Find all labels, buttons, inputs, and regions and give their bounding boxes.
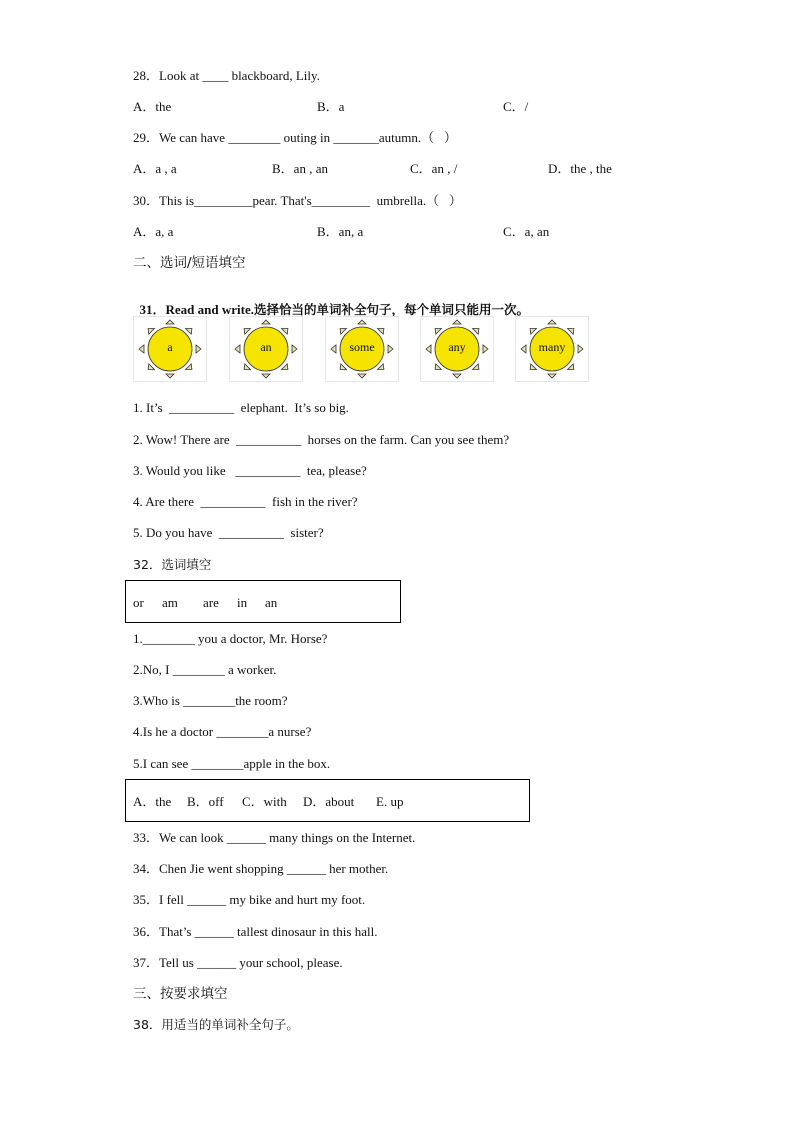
option-c-with: C．with bbox=[242, 794, 287, 809]
option-a-the: A．the bbox=[133, 794, 172, 809]
question-34: 34．Chen Jie went shopping ______ her mother. bbox=[133, 861, 389, 876]
question-32-title: 32．选词填空 bbox=[133, 557, 212, 572]
question-32-word-box bbox=[125, 580, 401, 623]
question-31-sentence-2: 2. Wow! There are __________ horses on the farm. Can you see them? bbox=[133, 432, 510, 447]
word-box-am: am bbox=[162, 595, 178, 610]
question-29-option-d[interactable]: D．the , the bbox=[548, 161, 612, 176]
question-31-sentence-3: 3. Would you like __________ tea, please? bbox=[133, 463, 367, 478]
question-31-sentence-5: 5. Do you have __________ sister? bbox=[133, 525, 324, 540]
sun-word-a bbox=[133, 316, 207, 382]
word-box-or: or bbox=[133, 595, 144, 610]
sun-word-label: any bbox=[448, 340, 466, 354]
question-28-option-b[interactable]: B．a bbox=[317, 99, 345, 114]
question-30-option-b[interactable]: B．an, a bbox=[317, 224, 364, 239]
word-box-in: in bbox=[237, 595, 248, 610]
question-29-stem: 29．We can have ________ outing in _______autumn.（ ） bbox=[133, 130, 457, 145]
question-38-stem: 38．用适当的单词补全句子。 bbox=[133, 1017, 299, 1032]
sun-word-label: some bbox=[349, 340, 375, 354]
sun-word-label: a bbox=[167, 340, 173, 354]
question-32-sentence-3: 3.Who is ________the room? bbox=[133, 693, 288, 708]
question-31-sentence-4: 4. Are there __________ fish in the river? bbox=[133, 494, 358, 509]
question-29-option-c[interactable]: C．an , / bbox=[410, 161, 458, 176]
question-30-option-a[interactable]: A．a, a bbox=[133, 224, 174, 239]
word-box-are: are bbox=[203, 595, 219, 610]
question-31-sentence-1: 1. It’s __________ elephant. It’s so big. bbox=[133, 400, 349, 415]
question-31-number: 31． bbox=[139, 302, 166, 317]
question-32-sentence-5: 5.I can see ________apple in the box. bbox=[133, 756, 331, 771]
question-33: 33．We can look ______ many things on the Internet. bbox=[133, 830, 416, 845]
question-32-sentence-1: 1.________ you a doctor, Mr. Horse? bbox=[133, 631, 328, 646]
question-28-option-a[interactable]: A．the bbox=[133, 99, 172, 114]
option-d-about: D．about bbox=[303, 794, 355, 809]
question-31-read-and-write: Read and write. bbox=[165, 302, 254, 317]
question-29-option-a[interactable]: A．a , a bbox=[133, 161, 177, 176]
word-box-an: an bbox=[265, 595, 278, 610]
sun-word-any bbox=[420, 316, 494, 382]
sun-word-label: an bbox=[260, 340, 272, 354]
question-31-heading bbox=[133, 286, 529, 318]
sun-word-label: many bbox=[538, 340, 566, 354]
question-30-option-c[interactable]: C．a, an bbox=[503, 224, 550, 239]
sun-word-some bbox=[325, 316, 399, 382]
question-33-37-options-box bbox=[125, 779, 530, 822]
question-36: 36．That’s ______ tallest dinosaur in this hall. bbox=[133, 924, 378, 939]
section-2-title: 二、选词/短语填空 bbox=[133, 255, 246, 271]
question-31-instruction: 选择恰当的单词补全句子，每个单词只能用一次。 bbox=[253, 302, 529, 317]
sun-word-an bbox=[229, 316, 303, 382]
question-30-stem: 30．This is_________pear. That's_________ umbrella.（ ） bbox=[133, 193, 462, 208]
question-35: 35．I fell ______ my bike and hurt my foot. bbox=[133, 892, 366, 907]
question-32-sentence-4: 4.Is he a doctor ________a nurse? bbox=[133, 724, 312, 739]
option-e-up: E. up bbox=[376, 794, 404, 809]
sun-word-many bbox=[515, 316, 589, 382]
question-28-stem: 28．Look at ____ blackboard, Lily. bbox=[133, 68, 320, 83]
question-28-option-c[interactable]: C．/ bbox=[503, 99, 529, 114]
section-3-title: 三、按要求填空 bbox=[133, 986, 228, 1002]
question-37: 37．Tell us ______ your school, please. bbox=[133, 955, 343, 970]
question-32-sentence-2: 2.No, I ________ a worker. bbox=[133, 662, 277, 677]
question-29-option-b[interactable]: B．an , an bbox=[272, 161, 328, 176]
option-b-off: B．off bbox=[187, 794, 224, 809]
